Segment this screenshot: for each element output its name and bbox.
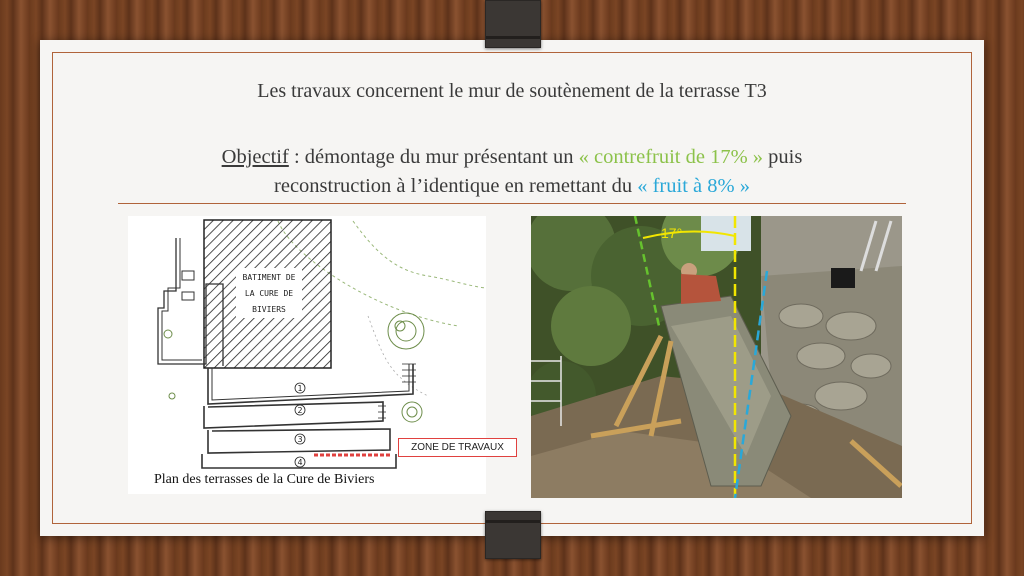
terrace-number-1: 1 <box>297 384 303 393</box>
building-label-2: LA CURE DE <box>244 289 294 298</box>
terrace-1 <box>208 364 413 404</box>
slope-highlight: « fruit à 8% » <box>637 175 750 197</box>
terrace-number-4: 4 <box>297 458 303 467</box>
slide-title: Les travaux concernent le mur de soutènement de la terrasse T3 <box>257 80 767 102</box>
objective-part2: puis <box>763 146 803 168</box>
wall-photo <box>531 216 902 498</box>
terrace-number-3: 3 <box>297 435 303 444</box>
objective-part1: : démontage du mur présentant un <box>288 146 579 168</box>
photo-illustration <box>531 216 902 498</box>
plan-caption: Plan des terrasses de la Cure de Biviers <box>154 472 375 487</box>
separator-rule <box>118 203 906 204</box>
bottom-binder-clip <box>485 511 541 559</box>
objective-part3: reconstruction à l’identique en remettant du <box>274 175 638 197</box>
terrace-number-2: 2 <box>297 406 303 415</box>
terrace-2 <box>204 402 383 428</box>
objective-text <box>0 143 1024 201</box>
building-label-1: BATIMENT DE <box>242 273 296 282</box>
counterslope-highlight: « contrefruit de 17% » <box>578 146 764 168</box>
top-binder-clip <box>485 0 541 48</box>
work-zone-label: ZONE DE TRAVAUX <box>398 438 517 457</box>
angle-label: 17° <box>661 225 683 241</box>
building-label-3: BIVIERS <box>252 305 286 314</box>
objective-label: Objectif <box>221 146 289 168</box>
